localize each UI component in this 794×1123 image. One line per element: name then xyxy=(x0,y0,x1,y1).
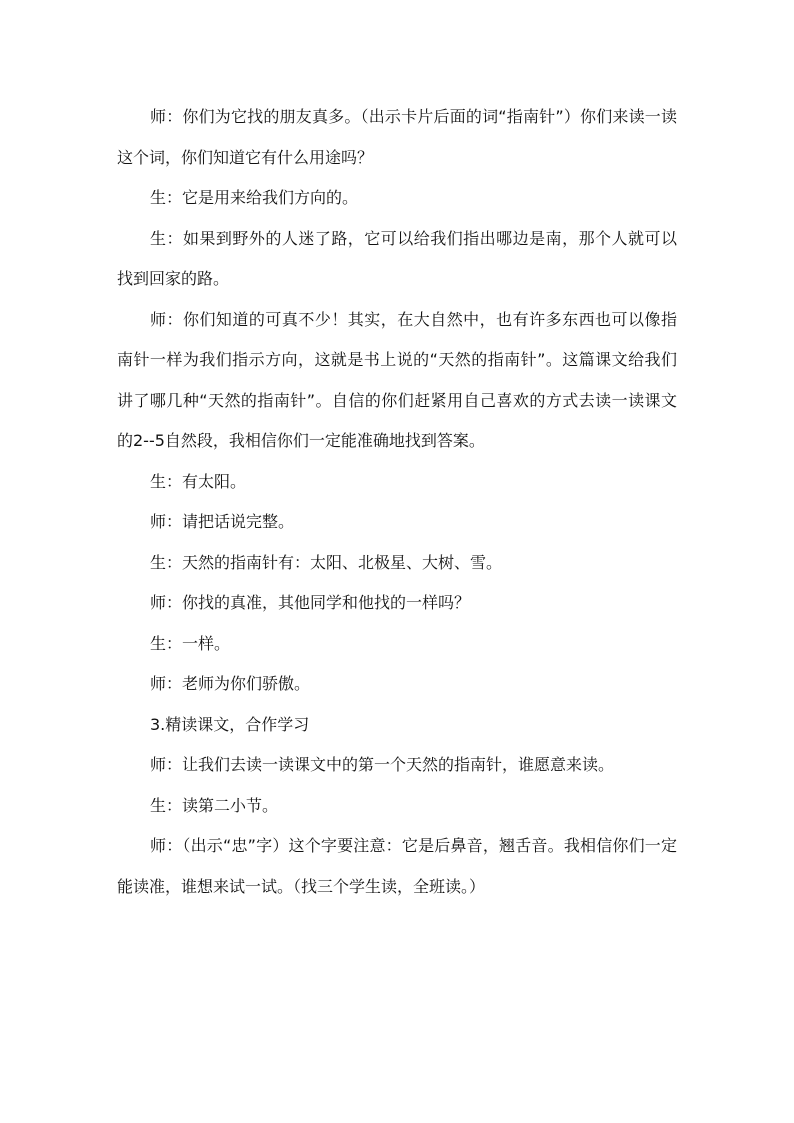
paragraph: 师：你们知道的可真不少！其实，在大自然中，也有许多东西也可以像指南针一样为我们指示方向，这就是书上说的“天然的指南针”。这篇课文给我们讲了哪几种“天然的指南针”。自信的你们赶紧用自己喜欢的方式去读一读课文的2--5自然段，我相信你们一定能准确地找到答案。 xyxy=(117,309,677,450)
paragraph: 师：你们为它找的朋友真多。（出示卡片后面的词“指南针”）你们来读一读这个词，你们知道它有什么用途吗？ xyxy=(117,107,677,167)
paragraph: 生：如果到野外的人迷了路，它可以给我们指出哪边是南，那个人就可以找到回家的路。 xyxy=(117,228,677,288)
paragraph: 师：让我们去读一读课文中的第一个天然的指南针，谁愿意来读。 xyxy=(150,755,615,774)
paragraph: 师：请把话说完整。 xyxy=(150,512,295,531)
paragraph: 生：读第二小节。 xyxy=(150,795,279,815)
paragraph: 师：老师为你们骄傲。 xyxy=(150,674,311,693)
section-heading: 3.精读课文，合作学习 xyxy=(150,714,310,734)
paragraph: 生：一样。 xyxy=(150,633,231,653)
paragraph: 生：天然的指南针有：太阳、北极星、大树、雪。 xyxy=(150,552,503,572)
paragraph: 生：它是用来给我们方向的。 xyxy=(150,188,359,207)
document-body xyxy=(117,97,677,907)
paragraph: 生：有太阳。 xyxy=(150,471,247,491)
paragraph: 师：（出示“忠”字）这个字要注意：它是后鼻音，翘舌音。我相信你们一定能读准，谁想来试一试。（找三个学生读，全班读。） xyxy=(117,836,677,896)
paragraph: 师：你找的真准，其他同学和他找的一样吗？ xyxy=(150,593,471,612)
